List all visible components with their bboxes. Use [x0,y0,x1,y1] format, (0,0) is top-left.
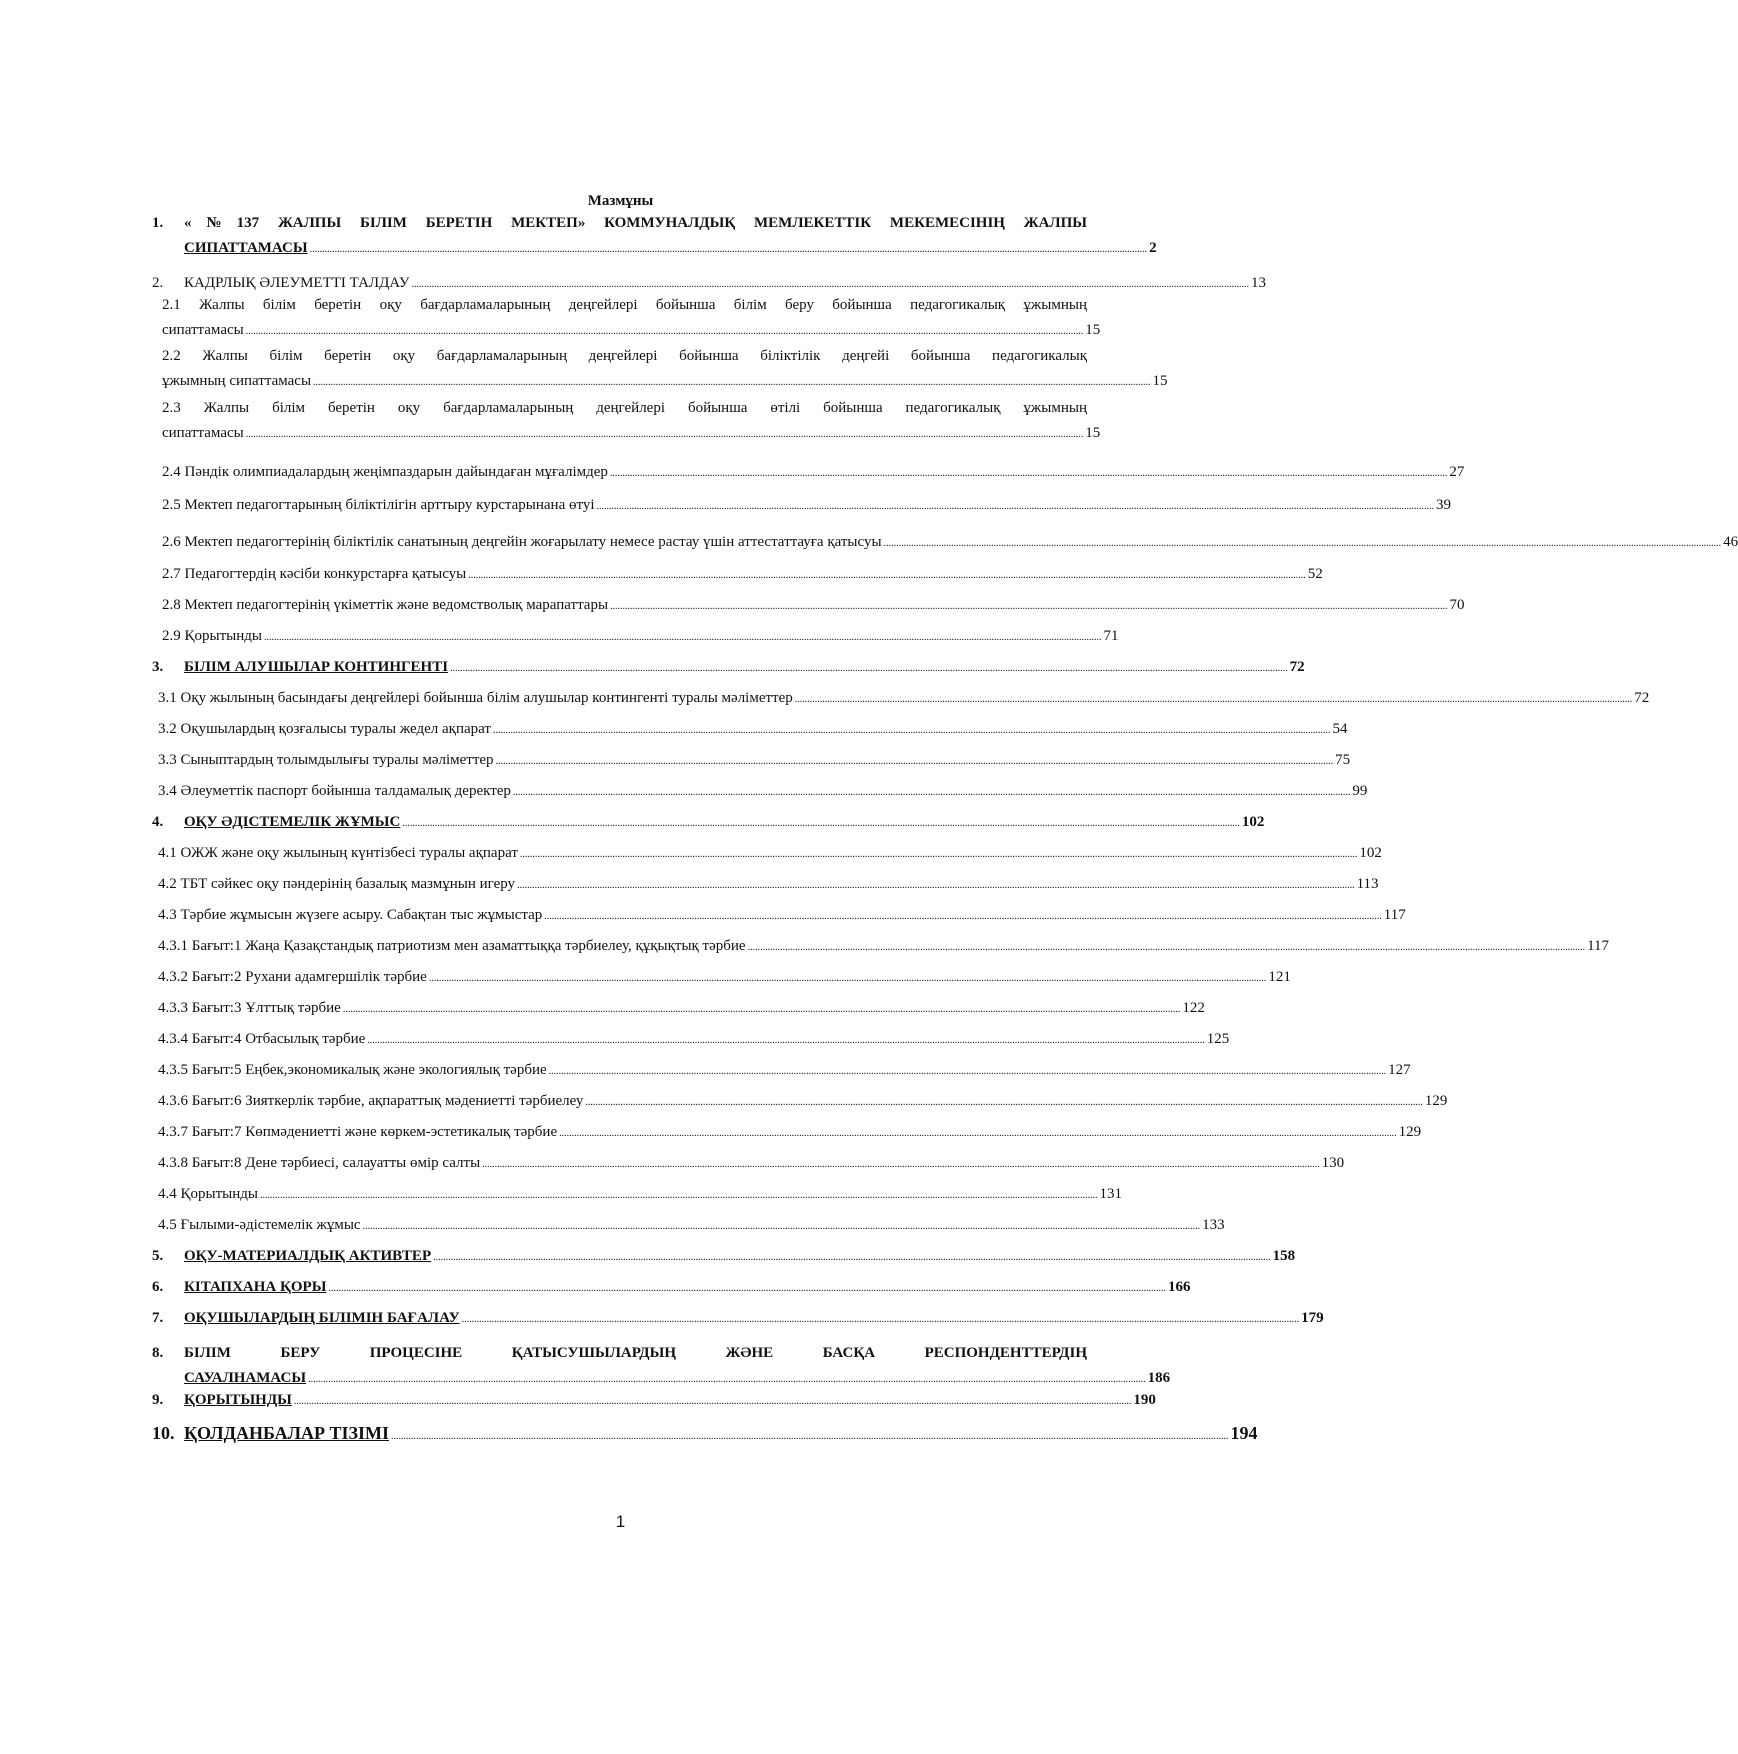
toc-entry[interactable] [152,1151,1345,1176]
toc-page-number: 70 [1449,597,1465,613]
toc-leader-dots [313,369,1151,395]
toc-entry[interactable] [152,1421,1258,1446]
toc-entry-title: КАДРЛЫҚ ӘЛЕУМЕТТІ ТАЛДАУ [184,275,410,291]
toc-entry-title: САУАЛНАМАСЫ [184,1370,307,1386]
toc-leader-dots [468,562,1306,588]
toc-entry-title-line1: 2.1 Жалпы білім беретін оқу бағдарламаларының деңгейлері бойынша білім беру бойынша педагогикалық ұжымның [162,297,1087,313]
toc-entry-title: 4.3 Тәрбие жұмысын жүзеге асыру. Сабақтан тыс жұмыстар [158,907,543,923]
toc-leader-dots [748,934,1586,960]
toc-page-number: 102 [1241,814,1265,830]
toc-page-number: 113 [1356,876,1379,892]
toc-entry-number: 10. [152,1423,175,1443]
toc-entry-title: 4.3.2 Бағыт:2 Рухани адамгершілік тәрбие [158,969,427,985]
toc-page-number: 122 [1182,1000,1205,1016]
toc-page-number: 39 [1436,497,1452,513]
toc-entry-number: 7. [152,1310,164,1326]
toc-page-number: 117 [1383,907,1406,923]
toc-page-number: 54 [1332,721,1348,737]
toc-entry[interactable] [152,965,1291,990]
toc-page-number: 15 [1085,425,1101,441]
toc-entry-title: 4.3.5 Бағыт:5 Еңбек,экономикалық және экологиялық тәрбие [158,1062,547,1078]
toc-heading: Мазмұны [587,193,654,209]
toc-entry[interactable] [152,460,1465,485]
toc-entry-title: ОҚУШЫЛАРДЫҢ БІЛІМІН БАҒАЛАУ [184,1310,460,1326]
toc-leader-dots [260,1182,1098,1208]
toc-entry-number: 3. [152,659,164,675]
toc-entry[interactable] [152,1120,1422,1145]
toc-entry-title: БІЛІМ АЛУШЫЛАР КОНТИНГЕНТІ [184,659,449,675]
toc-entry-title: 4.2 ТБТ сәйкес оқу пәндерінің базалық мазмұнын игеру [158,876,516,892]
toc-entry-title-line1: 2.3 Жалпы білім беретін оқу бағдарламаларының деңгейлері бойынша өтілі бойынша педагогикалық ұжымның [162,400,1087,416]
toc-leader-dots [795,686,1633,712]
toc-entry[interactable] [152,530,1738,555]
toc-entry[interactable] [152,1058,1411,1083]
toc-page-number: 71 [1103,628,1119,644]
toc-entry-title: сипаттамасы [162,322,244,338]
toc-page-number: 125 [1206,1031,1230,1047]
toc-page-number: 179 [1301,1310,1324,1326]
toc-entry-title: 3.4 Әлеуметтік паспорт бойынша талдамалық деректер [158,783,511,799]
toc-leader-dots [450,655,1288,681]
toc-entry-title-line1: БІЛІМ БЕРУ ПРОЦЕСІНЕ ҚАТЫСУШЫЛАРДЫҢ ЖӘНЕ БАСҚА РЕСПОНДЕНТТЕРДІҢ [184,1345,1087,1361]
toc-page-number: 2 [1149,240,1157,256]
toc-page-number: 190 [1133,1392,1156,1408]
toc-entry-number: 5. [152,1248,164,1264]
toc-page-number: 46 [1723,534,1738,550]
toc-entry-title: 2.7 Педагогтердің кәсіби конкурстарға қатысуы [162,566,467,582]
toc-leader-dots [513,779,1351,805]
toc-page-number: 13 [1250,275,1266,291]
page-number: 1 [615,1512,626,1531]
toc-leader-dots [610,460,1448,486]
toc-entry-title: 3.3 Сыныптардың толымдылығы туралы мәліметтер [158,752,494,768]
toc-entry-title: ұжымның сипаттамасы [162,373,312,389]
toc-entry[interactable] [152,1341,1171,1391]
toc-entry[interactable] [152,1213,1225,1238]
toc-entry[interactable] [152,655,1305,680]
toc-page-number: 102 [1359,845,1382,861]
toc-entry-title: 4.3.8 Бағыт:8 Дене тәрбиесі, салауатты өмір салты [158,1155,481,1171]
toc-page-number: 133 [1202,1217,1225,1233]
toc-entry[interactable] [152,211,1157,261]
toc-leader-dots [610,593,1448,619]
toc-entry-title: 3.1 Оқу жылының басындағы деңгейлері бойынша білім алушылар контингенті туралы мәліметтер [158,690,793,706]
toc-page-number: 72 [1289,659,1305,675]
toc-leader-dots [429,965,1267,991]
toc-leader-dots [367,1027,1205,1053]
toc-leader-dots [482,1151,1320,1177]
toc-leader-dots [517,872,1355,898]
toc-entry-title: сипаттамасы [162,425,244,441]
toc-entry[interactable] [152,903,1406,928]
toc-entry[interactable] [152,841,1382,866]
toc-entry[interactable] [152,717,1348,742]
toc-entry-title: 3.2 Оқушылардың қозғалысы туралы жедел ақпарат [158,721,491,737]
toc-leader-dots [462,1306,1300,1332]
toc-leader-dots [402,810,1240,836]
toc-page-number: 15 [1152,373,1168,389]
toc-leader-dots [343,996,1181,1022]
toc-entry[interactable] [152,1388,1156,1413]
toc-entry-title: 4.4 Қорытынды [158,1186,258,1202]
toc-leader-dots [597,493,1435,519]
toc-leader-dots [493,717,1331,743]
toc-entry-title: 4.3.3 Бағыт:3 Ұлттық тәрбие [158,1000,341,1016]
toc-entry[interactable] [152,1089,1448,1114]
toc-leader-dots [246,318,1084,344]
toc-page-number: 129 [1424,1093,1448,1109]
toc-entry[interactable] [152,686,1650,711]
toc-leader-dots [391,1421,1229,1449]
toc-entry-title: КІТАПХАНА ҚОРЫ [184,1279,327,1295]
toc-entry[interactable] [152,748,1351,773]
toc-entry-title-line1: «№137 ЖАЛПЫ БІЛІМ БЕРЕТІН МЕКТЕП» КОММУНАЛДЫҚ МЕМЛЕКЕТТІК МЕКЕМЕСІНІҢ ЖАЛПЫ [184,215,1087,231]
toc-page-number: 158 [1272,1248,1296,1264]
toc-leader-dots [585,1089,1423,1115]
toc-entry-number: 6. [152,1279,164,1295]
toc-entry-title: 2.6 Мектеп педагогтерінің біліктілік санатының деңгейін жоғарылату немесе растау үшін аттестаттауға қатысуы [162,534,882,550]
toc-entry[interactable] [152,1182,1122,1207]
toc-entry-title: ҚОРЫТЫНДЫ [184,1392,292,1408]
toc-page-number: 186 [1147,1370,1171,1386]
toc-entry-number: 1. [152,215,164,231]
toc-entry[interactable] [152,872,1379,897]
toc-entry-title: 4.3.1 Бағыт:1 Жаңа Қазақстандық патриотизм мен азаматтыққа тәрбиелеу, құқықтық тәрбие [158,938,746,954]
toc-leader-dots [544,903,1382,929]
toc-page-number: 166 [1167,1279,1191,1295]
toc-entry-title: 2.8 Мектеп педагогтерінің үкіметтік және ведомстволық марапаттары [162,597,609,613]
toc-entry[interactable] [152,810,1265,835]
toc-page-number: 75 [1335,752,1351,768]
toc-leader-dots [520,841,1358,867]
toc-page-number: 117 [1587,938,1610,954]
toc-entry[interactable] [152,344,1168,394]
toc-page-number: 130 [1321,1155,1345,1171]
toc-page-number: 194 [1230,1423,1258,1443]
toc-entry-number: 4. [152,814,164,830]
toc-entry[interactable] [152,1275,1191,1300]
toc-page-number: 127 [1388,1062,1411,1078]
toc-entry-number: 8. [152,1345,164,1361]
toc-leader-dots [496,748,1334,774]
toc-entry[interactable] [152,779,1368,804]
toc-leader-dots [559,1120,1397,1146]
toc-leader-dots [328,1275,1166,1301]
toc-entry-title: 4.1 ОЖЖ және оқу жылының күнтізбесі туралы ақпарат [158,845,518,861]
toc-entry-title: ОҚУ ӘДІСТЕМЕЛІК ЖҰМЫС [184,814,401,830]
toc-entry-title: ҚОЛДАНБАЛАР ТІЗІМІ [184,1423,390,1443]
toc-entry-title: 4.3.4 Бағыт:4 Отбасылық тәрбие [158,1031,366,1047]
toc-entry-title: 4.3.7 Бағыт:7 Көпмәдениетті және көркем-эстетикалық тәрбие [158,1124,558,1140]
toc-page-number: 52 [1307,566,1323,582]
toc-entry-title-line1: 2.2 Жалпы білім беретін оқу бағдарламаларының деңгейлері бойынша біліктілік деңгейі бойынша педагогикалық [162,348,1087,364]
toc-entry-number: 9. [152,1392,164,1408]
toc-leader-dots [264,624,1102,650]
toc-leader-dots [433,1244,1271,1270]
toc-entry[interactable] [152,1306,1324,1331]
toc-page-number: 72 [1634,690,1650,706]
toc-entry[interactable] [152,1244,1296,1269]
toc-entry-title: 2.9 Қорытынды [162,628,262,644]
toc-entry[interactable] [152,562,1323,587]
toc-entry-title: СИПАТТАМАСЫ [184,240,308,256]
toc-entry[interactable] [152,293,1101,343]
toc-entry[interactable] [152,493,1452,518]
toc-page-number: 121 [1268,969,1291,985]
toc-entry[interactable] [152,593,1465,618]
toc-entry[interactable] [152,396,1101,446]
toc-page-number: 99 [1352,783,1368,799]
toc-page-number: 129 [1398,1124,1422,1140]
toc-entry-title: 2.5 Мектеп педагогтарының біліктілігін арттыру курстарынана өтуі [162,497,595,513]
toc-leader-dots [294,1388,1132,1414]
toc-leader-dots [549,1058,1387,1084]
toc-leader-dots [310,236,1148,262]
toc-entry[interactable] [152,1027,1230,1052]
toc-entry-title: ОҚУ-МАТЕРИАЛДЫҚ АКТИВТЕР [184,1248,432,1264]
toc-entry-title: 4.3.6 Бағыт:6 Зияткерлік тәрбие, ақпараттық мәдениетті тәрбиелеу [158,1093,584,1109]
toc-leader-dots [884,530,1722,556]
toc-entry[interactable] [152,996,1205,1021]
toc-entry[interactable] [152,624,1119,649]
toc-entry-title: 2.4 Пәндік олимпиадалардың жеңімпаздарын дайындаған мұғалімдер [162,464,608,480]
toc-page-number: 131 [1099,1186,1122,1202]
toc-entry-title: 4.5 Ғылыми-әдістемелік жұмыс [158,1217,361,1233]
toc-leader-dots [246,421,1084,447]
toc-leader-dots [363,1213,1201,1239]
toc-entry[interactable] [152,934,1610,959]
toc-entry-number: 2. [152,275,164,291]
toc-page-number: 15 [1085,322,1101,338]
toc-page-number: 27 [1449,464,1465,480]
